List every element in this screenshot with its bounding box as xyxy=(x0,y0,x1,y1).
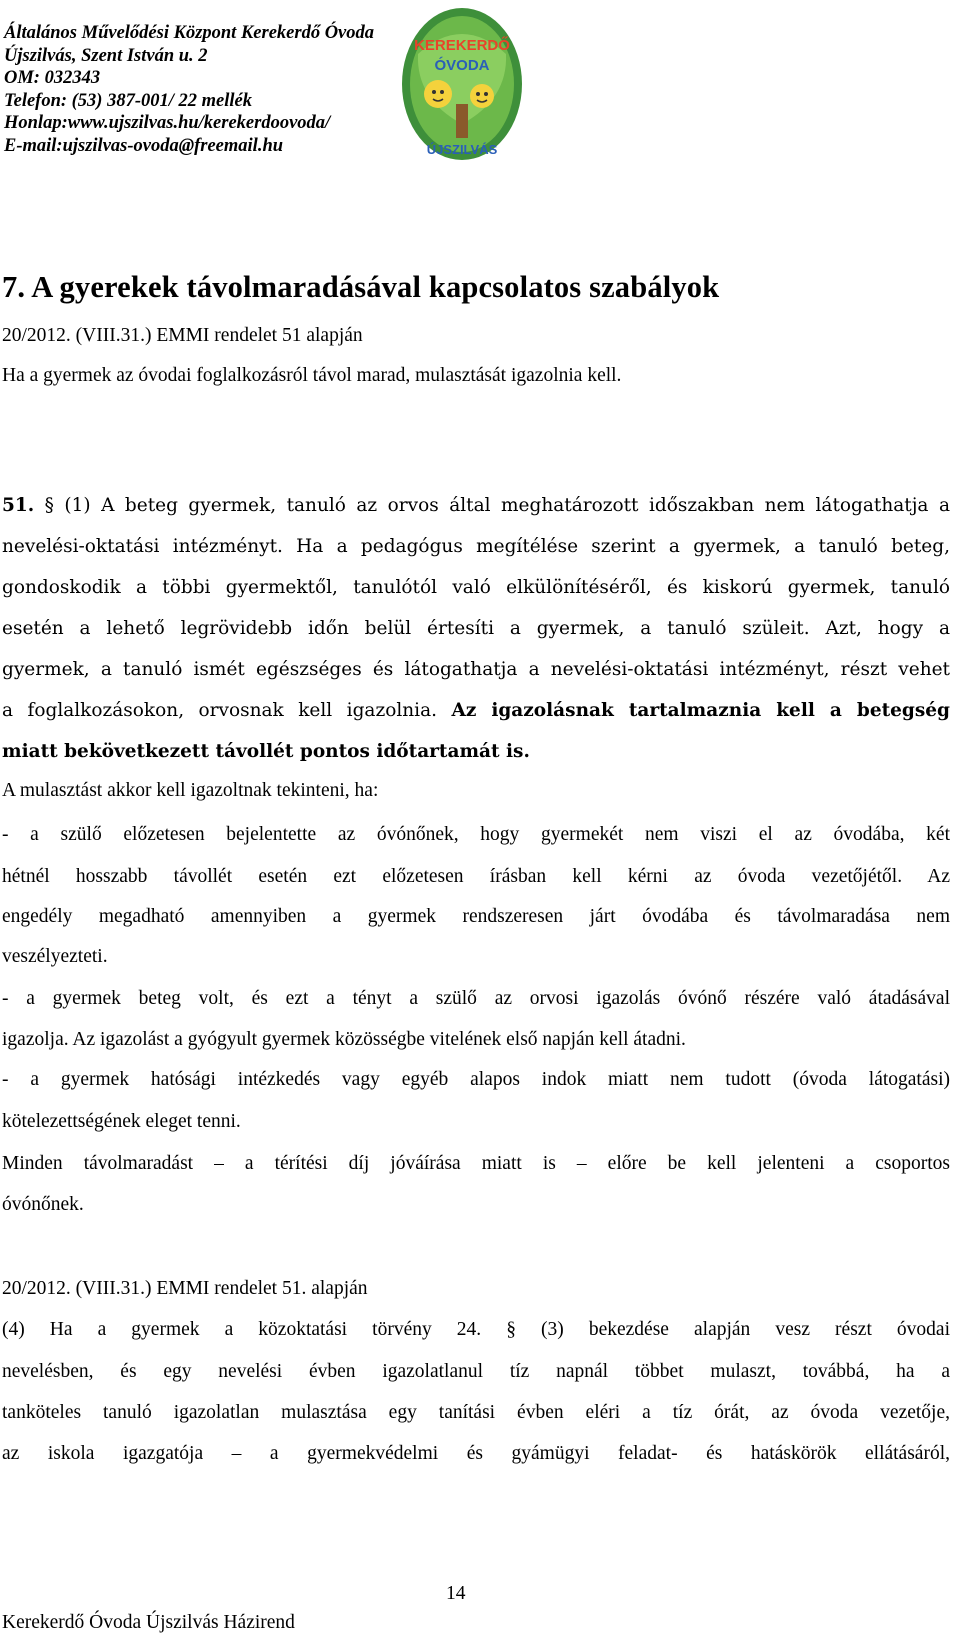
rules-line: óvónőnek. xyxy=(2,1194,84,1215)
section-sign: § xyxy=(506,1319,516,1340)
header-line: Általános Művelődési Központ Kerekerdő Óvoda xyxy=(4,23,375,43)
logo-middle-text: ÓVODA xyxy=(434,57,490,74)
rules-line: A mulasztást akkor kell igazoltnak tekinteni, ha: xyxy=(2,780,379,801)
intro-text: Ha a gyermek az óvodai foglalkozásról távol marad, mulasztását igazolnia kell. xyxy=(2,365,622,386)
regulation-reference: 20/2012. (VIII.31.) EMMI rendelet 51. alapján xyxy=(2,1278,368,1299)
header-line: Honlap:www.ujszilvas.hu/kerekerdoovoda/ xyxy=(4,113,331,133)
paragraph-line: az iskola igazgatója – a gyermekvédelmi és gyámügyi feladat- és hatáskörök ellátásáról, xyxy=(2,1443,950,1464)
header-line: Újszilvás, Szent István u. 2 xyxy=(4,45,208,66)
paragraph-line: 51. § (1) A beteg gyermek, tanuló az orvos által meghatározott időszakban nem látogathatja a xyxy=(2,495,950,516)
rules-line: - a gyermek beteg volt, és ezt a tényt a szülő az orvosi igazolás óvónő részére való átadásával xyxy=(2,988,950,1009)
rules-line: veszélyezteti. xyxy=(2,946,108,967)
rules-line: igazolja. Az igazolást a gyógyult gyermek közösségbe vitelének első napján kell átadni. xyxy=(2,1029,686,1050)
paragraph-line: esetén a lehető legrövidebb időn belül értesíti a gyermek, a tanuló szüleit. Azt, hogy a xyxy=(2,618,950,639)
logo-bottom-text: ÚJSZILVÁS xyxy=(426,142,498,157)
paragraph-line: gyermek, a tanuló ismét egészséges és látogathatja a nevelési-oktatási intézményt, részt vehet xyxy=(2,659,950,680)
paragraph-number: 51. xyxy=(2,495,35,516)
header-line: OM: 032343 xyxy=(4,68,101,88)
institution-header xyxy=(4,22,424,157)
rules-line: engedély megadható amennyiben a gyermek rendszeresen járt óvodába és távolmaradása nem xyxy=(2,906,950,927)
paragraph-line: gondoskodik a többi gyermektől, tanulótól való elkülönítéséről, és kiskorú gyermek, tanuló xyxy=(2,577,950,598)
paragraph-line: miatt bekövetkezett távollét pontos időtartamát is. xyxy=(2,741,530,762)
regulation-reference: 20/2012. (VIII.31.) EMMI rendelet 51 alapján xyxy=(2,325,363,346)
logo-top-text: KEREKERDŐ xyxy=(414,37,510,54)
rules-line: Minden távolmaradást – a térítési díj jóváírása miatt is – előre be kell jelenteni a csoportos xyxy=(2,1153,950,1174)
paragraph-line: tanköteles tanuló igazolatlan mulasztása egy tanítási évben eléri a tíz órát, az óvoda vezetője, xyxy=(2,1402,950,1423)
rules-line: - a szülő előzetesen bejelentette az óvónőnek, hogy gyermekét nem viszi el az óvodába, két xyxy=(2,824,950,845)
footer-text: Kerekerdő Óvoda Újszilvás Házirend xyxy=(2,1612,295,1633)
paragraph-line: (4) Ha a gyermek a közoktatási törvény 24. § (3) bekezdése alapján vesz részt óvodai xyxy=(2,1319,950,1340)
rules-line: - a gyermek hatósági intézkedés vagy egyéb alapos indok miatt nem tudott (óvoda látogatási) xyxy=(2,1069,950,1090)
page-number: 14 xyxy=(446,1583,466,1604)
header-line: E-mail:ujszilvas-ovoda@freemail.hu xyxy=(4,135,284,156)
rules-line: kötelezettségének eleget tenni. xyxy=(2,1111,241,1132)
paragraph-line: a foglalkozásokon, orvosnak kell igazolnia. Az igazolásnak tartalmaznia kell a betegség xyxy=(2,700,950,721)
section-sign: § xyxy=(44,495,54,516)
rules-line: hétnél hosszabb távollét esetén ezt előzetesen írásban kell kérni az óvoda vezetőjétől. Az xyxy=(2,866,950,887)
paragraph-line: nevelési-oktatási intézményt. Ha a pedagógus megítélése szerint a gyermek, a tanuló beteg, xyxy=(2,536,950,557)
header-line: Telefon: (53) 387-001/ 22 mellék xyxy=(4,90,252,111)
paragraph-line: nevelésben, és egy nevelési évben igazolatlanul tíz napnál többet mulaszt, továbbá, ha a xyxy=(2,1361,950,1382)
kindergarten-logo xyxy=(398,4,526,166)
section-title: 7. A gyerekek távolmaradásával kapcsolatos szabályok xyxy=(2,270,720,304)
